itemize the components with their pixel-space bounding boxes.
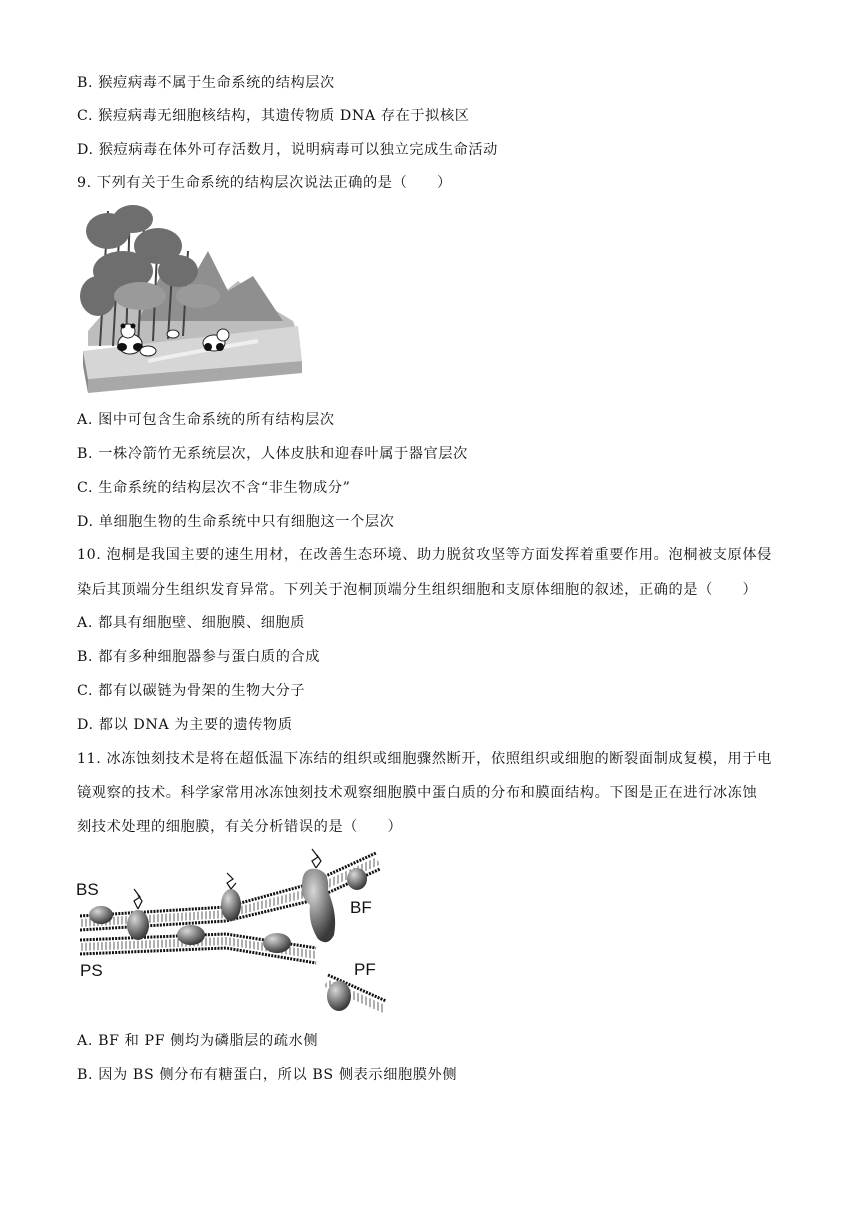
option-8c: C. 猴痘病毒无细胞核结构，其遗传物质 DNA 存在于拟核区	[77, 108, 470, 124]
question-10-stem-line2: 染后其顶端分生组织发育异常。下列关于泡桐顶端分生组织细胞和支原体细胞的叙述，正确的是（ ）	[77, 582, 758, 598]
question-9-stem: 9. 下列有关于生命系统的结构层次说法正确的是（ ）	[77, 175, 452, 191]
question-11-stem-line2: 镜观察的技术。科学家常用冰冻蚀刻技术观察细胞膜中蛋白质的分布和膜面结构。下图是正在进行冰冻蚀	[77, 785, 758, 801]
label-bs: BS	[76, 880, 99, 899]
option-11b: B. 因为 BS 侧分布有糖蛋白，所以 BS 侧表示细胞膜外侧	[77, 1067, 458, 1083]
option-9b: B. 一株冷箭竹无系统层次，人体皮肤和迎春叶属于器官层次	[77, 446, 468, 462]
option-9c: C. 生命系统的结构层次不含“非生物成分”	[77, 480, 351, 496]
question-11-stem-line3: 刻技术处理的细胞膜，有关分析错误的是（ ）	[77, 819, 403, 835]
option-10b: B. 都有多种细胞器参与蛋白质的合成	[77, 649, 321, 665]
panda-habitat-image	[78, 201, 304, 399]
option-10d: D. 都以 DNA 为主要的遗传物质	[77, 717, 293, 733]
question-11-stem-line1: 11. 冰冻蚀刻技术是将在超低温下冻结的组织或细胞骤然断开，依照组织或细胞的断裂面制成复模，用于电	[77, 751, 772, 767]
label-bf: BF	[350, 898, 372, 917]
option-9a: A. 图中可包含生命系统的所有结构层次	[77, 412, 335, 428]
option-10c: C. 都有以碳链为骨架的生物大分子	[77, 683, 306, 699]
option-9d: D. 单细胞生物的生命系统中只有细胞这一个层次	[77, 514, 395, 530]
option-8d: D. 猴痘病毒在体外可存活数月，说明病毒可以独立完成生命活动	[77, 142, 498, 158]
label-ps: PS	[80, 961, 103, 980]
option-10a: A. 都具有细胞壁、细胞膜、细胞质	[77, 615, 306, 631]
question-10-stem-line1: 10. 泡桐是我国主要的速生用材，在改善生态环境、助力脱贫攻坚等方面发挥着重要作用。泡桐被支原体侵	[77, 547, 772, 563]
option-8b: B. 猴痘病毒不属于生命系统的结构层次	[77, 75, 335, 91]
freeze-etch-membrane-diagram	[76, 843, 396, 1023]
label-pf: PF	[354, 960, 376, 979]
option-11a: A. BF 和 PF 侧均为磷脂层的疏水侧	[77, 1033, 319, 1049]
